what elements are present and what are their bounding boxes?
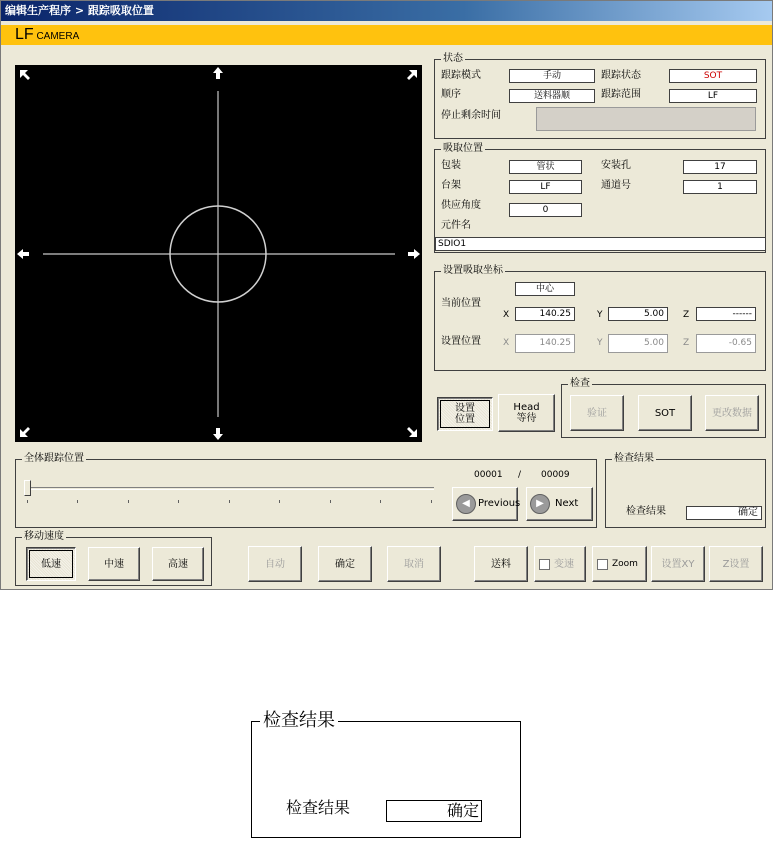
current-x-field: 140.25 — [515, 307, 575, 321]
speed-group-title: 移动速度 — [24, 531, 64, 542]
slider-tick — [431, 500, 432, 503]
package-label: 包装 — [441, 160, 461, 171]
set-y-label: Y — [597, 338, 603, 348]
mid-speed-button[interactable]: 中速 — [88, 547, 140, 581]
cancel-button[interactable]: 取消 — [387, 546, 441, 582]
low-speed-button[interactable]: 低速 — [26, 547, 76, 581]
track-mode-field: 手动 — [509, 69, 595, 83]
window-title: 编辑生产程序 > 跟踪吸取位置 — [1, 1, 772, 21]
confirm-button[interactable]: 确定 — [318, 546, 372, 582]
mount-hole-field: 17 — [683, 160, 757, 174]
tracking-group-title: 全体跟踪位置 — [24, 453, 84, 464]
set-xy-button[interactable]: 设置XY — [651, 546, 705, 582]
check-result-field: 确定 — [686, 506, 762, 520]
coords-group-title: 设置吸取坐标 — [443, 265, 503, 276]
slider-tick — [330, 500, 331, 503]
zoom-inset-label: 检查结果 — [286, 798, 351, 817]
current-position-label: 当前位置 — [441, 298, 481, 309]
check-group-title: 检查 — [570, 378, 590, 389]
track-mode-label: 跟踪模式 — [441, 70, 481, 81]
tracking-group — [15, 453, 597, 528]
channel-label: 通道号 — [601, 180, 631, 191]
feed-button[interactable]: 送料 — [474, 546, 528, 582]
coords-group — [434, 265, 766, 371]
stop-time-field — [536, 107, 756, 131]
order-field: 送料器顺 — [509, 89, 595, 103]
zoom-inset-title: 检查结果 — [260, 710, 338, 732]
vary-speed-label: 变速 — [554, 558, 574, 570]
order-label: 顺序 — [441, 89, 461, 100]
high-speed-button[interactable]: 高速 — [152, 547, 204, 581]
slider-tick — [27, 500, 28, 503]
check-group — [561, 378, 766, 438]
set-position-label: 设置位置 — [441, 336, 481, 347]
arrow-up-icon[interactable] — [212, 67, 224, 79]
supply-angle-field: 0 — [509, 203, 582, 217]
auto-button[interactable]: 自动 — [248, 546, 302, 582]
current-z-field: ------ — [696, 307, 756, 321]
mount-hole-label: 安装孔 — [601, 160, 631, 171]
slider-tick — [279, 500, 280, 503]
vary-speed-checkbox[interactable] — [539, 559, 550, 570]
set-y-field[interactable]: 5.00 — [608, 334, 668, 353]
next-label: Next — [555, 498, 579, 509]
zoom-label: Zoom — [612, 558, 638, 569]
check-result-group — [605, 453, 766, 528]
speed-group — [15, 531, 212, 586]
check-result-label: 检查结果 — [626, 506, 666, 517]
slider-tick — [380, 500, 381, 503]
slider-tick — [77, 500, 78, 503]
arrow-down-left-icon[interactable] — [19, 426, 31, 438]
slider-tick — [178, 500, 179, 503]
track-range-label: 跟踪范围 — [601, 89, 641, 100]
zoom-inset — [251, 710, 521, 838]
tracking-separator: / — [518, 470, 522, 480]
status-group — [434, 53, 766, 139]
rack-field: LF — [509, 180, 582, 194]
sot-button[interactable]: SOT — [638, 395, 692, 431]
camera-crosshair — [15, 65, 422, 442]
camera-bar — [1, 25, 772, 45]
previous-button[interactable] — [452, 487, 521, 521]
next-button[interactable] — [526, 487, 593, 521]
arrow-up-right-icon[interactable] — [406, 69, 418, 81]
change-data-button[interactable]: 更改数据 — [705, 395, 759, 431]
camera-name: LF — [15, 26, 34, 43]
set-z-field[interactable]: -0.65 — [696, 334, 756, 353]
component-label: 元件名 — [441, 220, 471, 231]
current-y-label: Y — [597, 310, 603, 320]
tracking-total: 00009 — [541, 470, 570, 480]
pick-group-title: 吸取位置 — [443, 143, 483, 154]
set-z-label: Z — [683, 338, 690, 348]
component-field: SDIO1 — [435, 237, 766, 251]
track-range-field: LF — [669, 89, 757, 103]
channel-field: 1 — [683, 180, 757, 194]
set-x-label: X — [503, 338, 510, 348]
current-x-label: X — [503, 310, 510, 320]
center-field: 中心 — [515, 282, 575, 296]
tracking-slider-track[interactable] — [26, 487, 434, 490]
head-wait-button[interactable]: Head 等待 — [498, 394, 555, 432]
previous-label: Previous — [478, 498, 521, 509]
verify-button[interactable]: 验证 — [570, 395, 624, 431]
arrow-down-right-icon[interactable] — [406, 426, 418, 438]
current-z-label: Z — [683, 310, 690, 320]
stop-time-label: 停止剩余时间 — [441, 110, 501, 121]
set-x-field[interactable]: 140.25 — [515, 334, 575, 353]
camera-label: CAMERA — [36, 31, 80, 42]
tracking-current-index: 00001 — [474, 470, 503, 480]
track-state-field: SOT — [669, 69, 757, 83]
arrow-right-icon[interactable] — [408, 248, 420, 260]
tracking-slider-thumb[interactable] — [24, 480, 31, 496]
arrow-down-icon[interactable] — [212, 428, 224, 440]
arrow-right-circle-icon: ▶ — [530, 494, 550, 514]
rack-label: 台架 — [441, 180, 461, 191]
arrow-up-left-icon[interactable] — [19, 69, 31, 81]
arrow-left-circle-icon: ◀ — [456, 494, 476, 514]
track-state-label: 跟踪状态 — [601, 70, 641, 81]
status-group-title: 状态 — [443, 53, 463, 64]
slider-tick — [128, 500, 129, 503]
zoom-toggle[interactable] — [592, 546, 647, 582]
check-result-group-title: 检查结果 — [614, 453, 654, 464]
vary-speed-toggle[interactable] — [534, 546, 586, 582]
set-position-button[interactable]: 设置 位置 — [437, 397, 493, 431]
current-y-field: 5.00 — [608, 307, 668, 321]
zoom-inset-field: 确定 — [386, 800, 482, 822]
set-z-button[interactable]: Z设置 — [709, 546, 763, 582]
package-field: 管状 — [509, 160, 582, 174]
arrow-left-icon[interactable] — [17, 248, 29, 260]
zoom-checkbox[interactable] — [597, 559, 608, 570]
pick-group — [434, 143, 766, 253]
slider-tick — [229, 500, 230, 503]
camera-viewer[interactable] — [15, 65, 422, 442]
supply-angle-label: 供应角度 — [441, 200, 481, 211]
